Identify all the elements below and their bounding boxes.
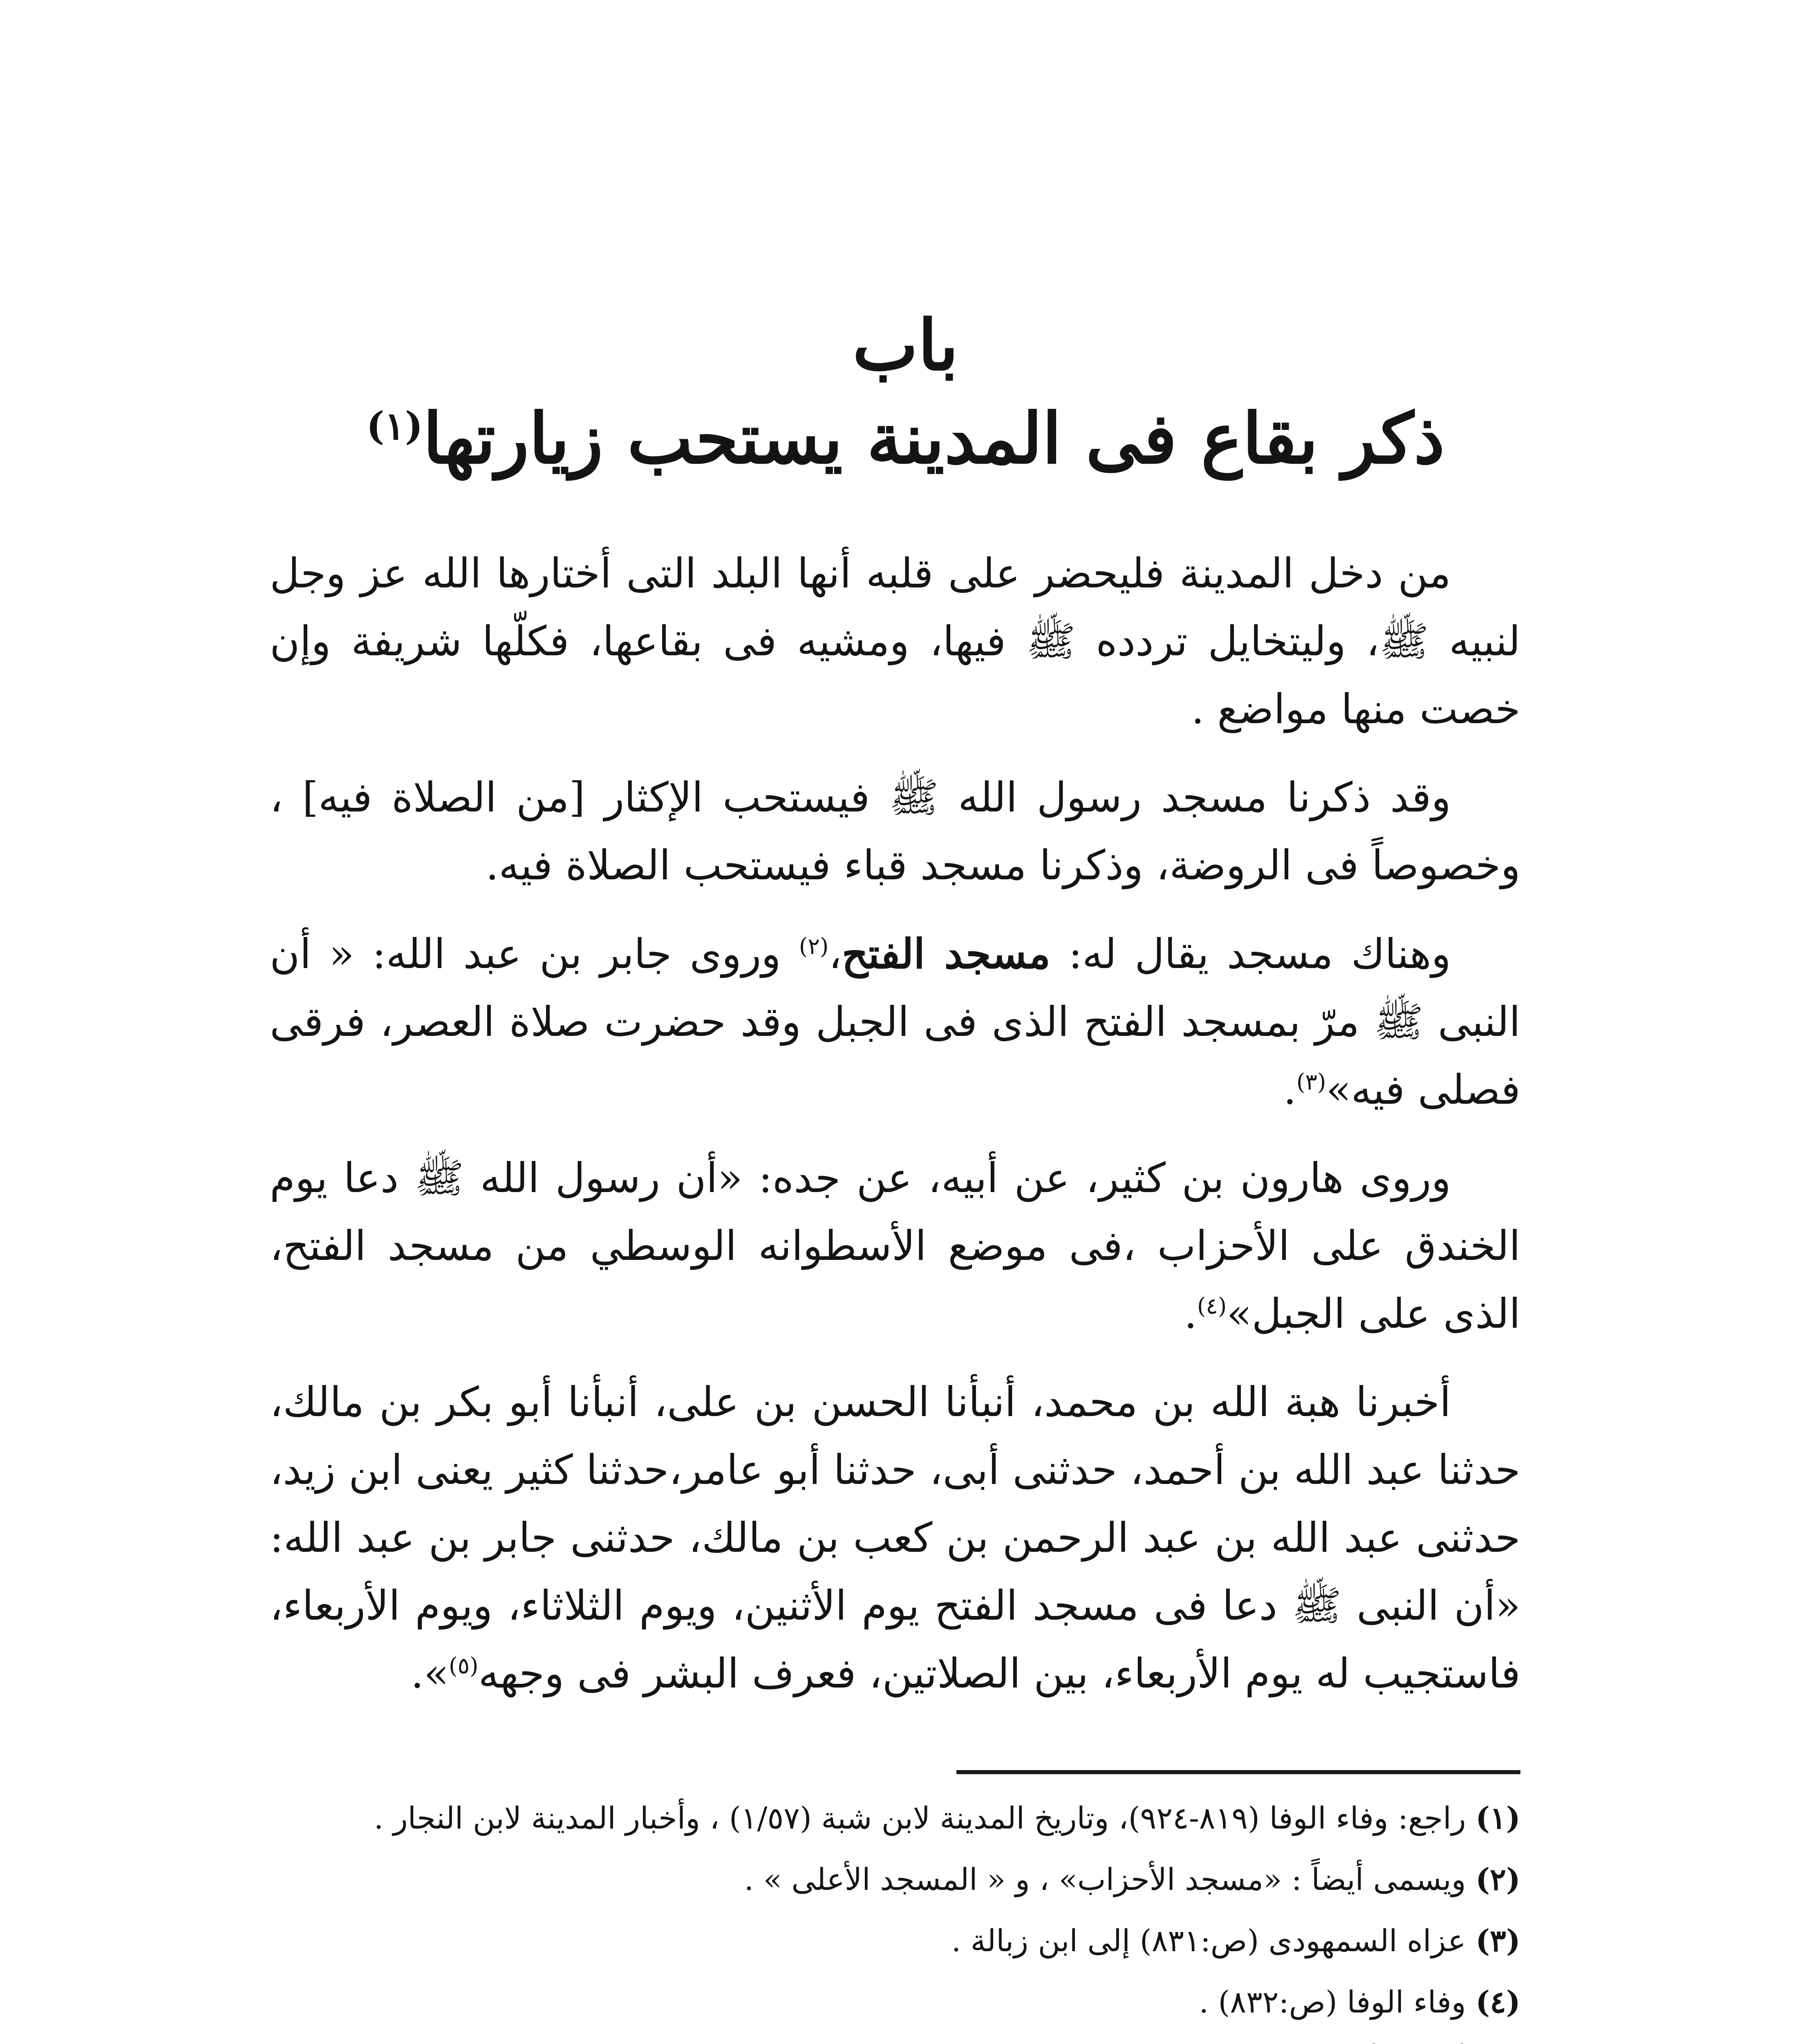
paragraph-4 [270, 1144, 1520, 1348]
paragraph-2 [270, 764, 1520, 899]
footnote-number: (٢) [1475, 1862, 1520, 1897]
footnote-number: (٤) [1475, 1985, 1520, 2020]
paragraph-3 [270, 920, 1520, 1124]
footnote-separator [956, 1770, 1520, 1774]
paragraph-5 [270, 1368, 1520, 1708]
footnote-ref-3: (٣) [1296, 1069, 1326, 1095]
footnotes [270, 1791, 1520, 2044]
paragraph-1-text: من دخل المدينة فليحضر على قلبه أنها البلد التى أختارها الله عز وجل لنبيه ﷺ، وليتخايل تردده ﷺ فيها، ومشيه فى بقاعها، فكلّها شريفة وإن خصت منها مواضع . [270, 549, 1520, 733]
chapter-title-text: ذكر بقاع فى المدينة يستحب زيارتها [423, 398, 1445, 480]
paragraph-4-end: . [1184, 1290, 1197, 1338]
mosque-name-highlight: مسجد الفتح [842, 930, 1051, 978]
body-text [270, 540, 1520, 1728]
footnote-number: (١) [1475, 1801, 1520, 1836]
chapter-kicker: باب [852, 305, 959, 386]
paragraph-3-intro: وهناك مسجد يقال له: [1050, 930, 1451, 978]
footnote-ref-5: (٥) [449, 1652, 479, 1679]
footnote-5 [270, 2036, 1520, 2044]
paragraph-3-end: . [1283, 1066, 1296, 1114]
footnote-3 [270, 1913, 1520, 1969]
paragraph-5-end: ». [411, 1650, 449, 1697]
paragraph-2-text: وقد ذكرنا مسجد رسول الله ﷺ فيستحب الإكثار [من الصلاة فيه] ، وخصوصاً فى الروضة، وذكرنا مسجد قباء فيستحب الصلاة فيه. [270, 773, 1520, 889]
footnote-1 [270, 1791, 1520, 1846]
paragraph-4-text: وروى هارون بن كثير، عن أبيه، عن جده: «أن رسول الله ﷺ دعا يوم الخندق على الأحزاب ،فى موضع الأسطوانه الوسطي من مسجد الفتح، الذى على الجبل» [270, 1154, 1520, 1338]
chapter-title-footnote-ref: (١) [366, 403, 423, 449]
paragraph-5-text: أخبرنا هبة الله بن محمد، أنبأنا الحسن بن على، أنبأنا أبو بكر بن مالك، حدثنا عبد الله بن أحمد، حدثنى أبى، حدثنا أبو عامر،حدثنا كثير يعنى ابن زيد، حدثنى عبد الله بن عبد الرحمن بن كعب بن مالك، حدثنى جابر بن عبد الله: «أن النبى ﷺ دعا فى مسجد الفتح يوم الأثنين، ويوم الثلاثاء، ويوم الأربعاء، فاستجيب له يوم الأربعاء، بين الصلاتين، فعرف البشر فى وجهه [270, 1378, 1520, 1697]
paragraph-1 [270, 540, 1520, 743]
footnote-2 [270, 1852, 1520, 1907]
paragraph-3-separator: ، [828, 930, 842, 978]
footnote-number: (٣) [1475, 1923, 1520, 1959]
footnote-ref-4: (٤) [1197, 1293, 1227, 1319]
chapter-title [0, 398, 1811, 480]
footnote-text: راجع: وفاء الوفا (٨١٩-٩٢٤)، وتاريخ المدينة لابن شبة (١/٥٧) ، وأخبار المدينة لابن النجار . [374, 1801, 1466, 1836]
footnote-text: وفاء الوفا (ص:٨٣٢) . [1199, 1985, 1466, 2020]
footnote-text: ويسمى أيضاً : «مسجد الأحزاب» ، و « المسجد الأعلى » . [744, 1862, 1466, 1897]
footnote-4 [270, 1975, 1520, 2030]
footnote-ref-2: (٢) [799, 933, 829, 959]
paragraph-3-text: وروى جابر بن عبد الله: « أن النبى ﷺ مرّ بمسجد الفتح الذى فى الجبل وقد حضرت صلاة العصر، فرقى فصلى فيه» [270, 930, 1520, 1114]
footnote-text: عزاه السمهودى (ص:٨٣١) إلى ابن زبالة . [951, 1923, 1466, 1959]
